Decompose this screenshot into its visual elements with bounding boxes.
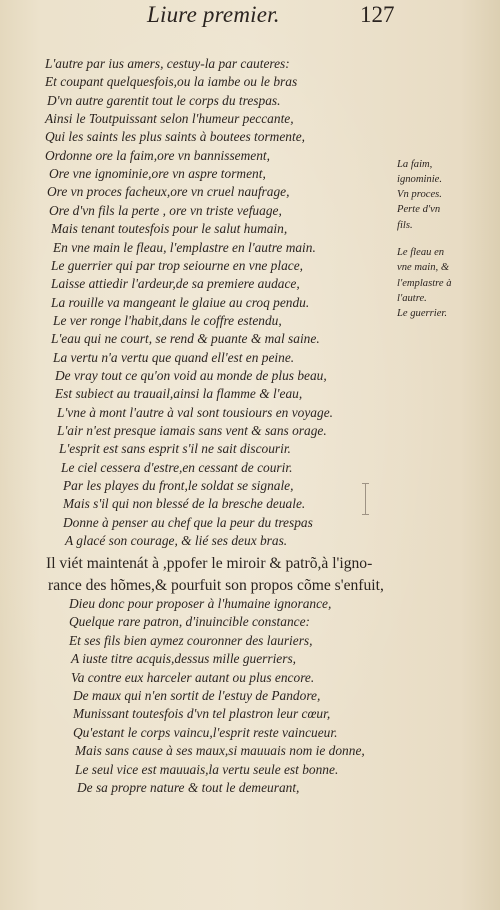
verse-line: Quelque rare patron, d'inuincible constance: xyxy=(69,614,310,630)
verse-line: Donne à penser au chef que la peur du trespas xyxy=(63,514,313,530)
margin-note: vne main, & xyxy=(397,262,450,273)
verse-line: De sa propre nature & tout le demeurant, xyxy=(77,780,300,795)
verse-line: Ordonne ore la faim,ore vn bannissement, xyxy=(45,147,271,163)
page-number: 127 xyxy=(360,2,395,27)
verse-line: L'esprit est sans esprit s'il ne sait discourir. xyxy=(59,441,291,457)
section-divider xyxy=(365,483,366,515)
prose-line: rance des hõmes,& pourfuit son propos cõme s'enfuit, xyxy=(48,577,384,594)
verse-line: En vne main le fleau, l'emplastre en l'autre main. xyxy=(53,239,316,255)
verse-line: Laisse attiedir l'ardeur,de sa premiere audace, xyxy=(51,276,300,292)
margin-note: Vn proces. xyxy=(397,189,442,200)
verse-line: Qui les saints les plus saints à boutees tormente, xyxy=(45,129,305,145)
verse-line: Mais sans cause à ses maux,si mauuais nom ie donne, xyxy=(75,743,365,759)
verse-line: L'vne à mont l'autre à val sont tousiours en voyage. xyxy=(57,404,333,420)
verse-line: L'autre par ius amers, cestuy-la par cauteres: xyxy=(45,56,290,71)
margin-note: Le fleau en xyxy=(397,247,445,258)
verse-line: Le guerrier qui par trop seiourne en vne place, xyxy=(51,257,304,273)
verse-line: Mais s'il qui non blessé de la bresche deuale. xyxy=(63,496,306,512)
margin-note: Perte d'vn xyxy=(397,204,441,215)
margin-note: l'emplastre à xyxy=(397,278,452,289)
verse-line: L'air n'est presque iamais sans vent & sans orage. xyxy=(57,423,327,438)
margin-note: Le guerrier. xyxy=(397,308,448,319)
verse-line: Et ses fils bien aymez couronner des lauriers, xyxy=(69,632,313,648)
verse-line: Et coupant quelquesfois,ou la iambe ou le bras xyxy=(45,74,298,90)
margin-note: La faim, xyxy=(397,159,433,170)
prose-line: Il viét maintenát à ,ppofer le miroir & patrõ,à l'igno- xyxy=(46,555,373,572)
verse-line: Ore vne ignominie,ore vn aspre torment, xyxy=(49,166,266,182)
verse-line: Ore vn proces facheux,ore vn cruel naufrage, xyxy=(47,184,290,200)
margin-note: ignominie. xyxy=(397,174,443,185)
verse-line: L'eau qui ne court, se rend & puante & mal saine. xyxy=(51,331,320,347)
verse-line: La vertu n'a vertu que quand ell'est en peine. xyxy=(53,349,295,365)
verse-line: La rouille va mangeant le glaiue au croq pendu. xyxy=(51,294,310,310)
verse-line: Le seul vice est mauuais,la vertu seule est bonne. xyxy=(75,761,339,777)
verse-line: Le ciel cessera d'estre,en cessant de courir. xyxy=(61,459,293,475)
verse-line: Ainsi le Toutpuissant selon l'humeur peccante, xyxy=(45,111,294,127)
verse-line: Par les playes du front,le soldat se signale, xyxy=(63,478,294,494)
verse-line: Ore d'vn fils la perte , ore vn triste vefuage, xyxy=(49,202,282,218)
verse-line: De vray tout ce qu'on void au monde de plus beau, xyxy=(55,367,327,383)
verse-line: Le ver ronge l'habit,dans le coffre estendu, xyxy=(53,312,282,328)
verse-line: Mais tenant toutesfois pour le salut humain, xyxy=(51,221,288,237)
verse-line: Munissant toutesfois d'vn tel plastron leur cœur, xyxy=(73,706,331,722)
running-head: Liure premier. xyxy=(147,2,280,27)
margin-note: fils. xyxy=(397,220,413,231)
verse-line: A glacé son courage, & lié ses deux bras. xyxy=(65,533,288,549)
verse-line: Qu'estant le corps vaincu,l'esprit reste vaincueur. xyxy=(73,724,338,740)
verse-line: Est subiect au trauail,ainsi la flamme & l'eau, xyxy=(55,386,303,402)
verse-line: A iuste titre acquis,dessus mille guerriers, xyxy=(71,651,297,667)
verse-line: D'vn autre garentit tout le corps du trespas. xyxy=(47,92,281,108)
verse-line: Va contre eux harceler autant ou plus encore. xyxy=(71,669,315,685)
verse-line: De maux qui n'en sortit de l'estuy de Pandore, xyxy=(73,688,321,703)
verse-line: Dieu donc pour proposer à l'humaine ignorance, xyxy=(69,596,332,611)
margin-note: l'autre. xyxy=(397,293,427,304)
